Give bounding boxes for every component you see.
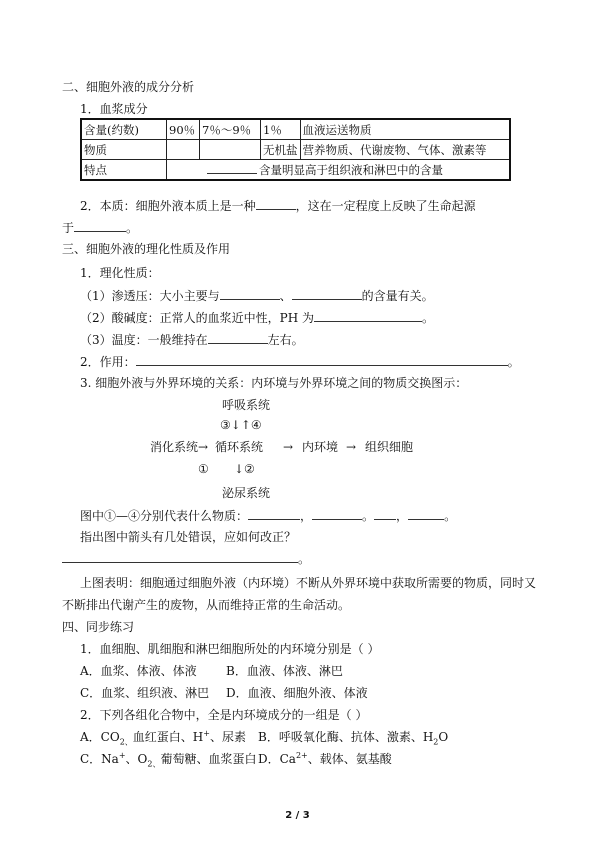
text: C．Na — [80, 752, 119, 766]
label-1: ① — [198, 462, 209, 476]
item-essence — [80, 198, 476, 214]
text: ， — [396, 509, 409, 523]
blank-line[interactable] — [220, 288, 280, 300]
text: （2）酸碱度：正常人的血浆近中性，PH 为 — [80, 311, 314, 325]
blank-line[interactable] — [292, 288, 362, 300]
blank-line[interactable] — [207, 162, 257, 174]
subscript: 2 — [433, 737, 439, 747]
answer-line — [62, 551, 310, 567]
table-cell: 血液运送物质 — [300, 119, 510, 140]
section-heading-2: 二、细胞外液的成分分析 — [62, 80, 195, 94]
q2-option-b — [258, 730, 448, 745]
text: 、O — [125, 752, 148, 766]
table-cell — [167, 160, 510, 181]
subheading-plasma: 1．血浆成分 — [80, 102, 148, 116]
ph-line — [80, 310, 434, 326]
q1-option-a: A．血浆、体液、体液 — [80, 664, 197, 678]
text: 、载体、氨基酸 — [307, 752, 392, 766]
text: （3）温度：一般维持在 — [80, 333, 208, 347]
subheading-properties: 1．理化性质： — [80, 266, 160, 280]
q2-option-c — [80, 752, 257, 767]
node-respiratory-system: 呼吸系统 — [222, 398, 271, 412]
text: 的含量有关。 — [361, 289, 434, 303]
page-number: 2 / 3 — [285, 810, 310, 821]
question-2: 2．下列各组化合物中，全是内环境成分的一组是（ ） — [80, 708, 368, 722]
table-cell: 特点 — [81, 160, 167, 181]
table-row — [81, 140, 510, 160]
node-internal-environment: 内环境 — [302, 440, 339, 454]
text: 、 — [279, 289, 292, 303]
table-cell: 营养物质、代谢废物、气体、激素等 — [300, 140, 510, 160]
text: （1）渗透压：大小主要与 — [80, 289, 220, 303]
text: 图中①—④分别代表什么物质： — [80, 509, 249, 523]
text: 血红蛋白、H — [132, 730, 204, 744]
text: 2．作用： — [80, 355, 136, 369]
arrow-to-tissue-cells: → — [346, 440, 357, 454]
blank-line[interactable] — [312, 508, 362, 520]
node-digestive-system: 消化系统→ — [150, 440, 209, 454]
blank-line[interactable] — [314, 310, 422, 322]
node-urinary-system: 泌尿系统 — [222, 486, 271, 500]
blank-line[interactable] — [136, 354, 508, 366]
text: D．Ca — [258, 752, 296, 766]
text: ， — [300, 509, 313, 523]
blank-line[interactable] — [208, 332, 268, 344]
text: 。 — [126, 221, 139, 235]
arrow-2: ↓② — [234, 462, 255, 476]
temperature-line — [80, 332, 304, 348]
text: 。 — [362, 509, 375, 523]
subscript: 2、 — [119, 737, 133, 747]
question-arrow-errors: 指出图中箭头有几处错误，应如何改正？ — [80, 530, 297, 544]
text: 。 — [422, 311, 435, 325]
blank-line[interactable] — [408, 508, 444, 520]
relationship-line: 3. 细胞外液与外界环境的关系：内环境与外界环境之间的物质交换图示： — [80, 376, 468, 390]
table-cell: 1％ — [261, 119, 301, 140]
text: 、尿素 — [209, 730, 246, 744]
table-cell: 含量(约数) — [81, 119, 167, 140]
text: 于 — [62, 221, 75, 235]
table-cell: 7％～9％ — [200, 119, 261, 140]
subscript: 2、 — [147, 759, 161, 769]
blank-line[interactable] — [62, 551, 298, 563]
summary-line-2: 不断排出代谢产生的废物，从而维持正常的生命活动。 — [62, 598, 351, 612]
arrow-to-internal-env: → — [283, 440, 294, 454]
text: 。 — [444, 509, 457, 523]
section-heading-3: 三、细胞外液的理化性质及作用 — [62, 242, 231, 256]
table-row — [81, 160, 510, 181]
text: 左右。 — [267, 333, 304, 347]
text: ，这在一定程度上反映了生命起源 — [295, 199, 476, 213]
blank-line[interactable] — [74, 220, 126, 232]
text: A．CO — [80, 730, 120, 744]
table-cell: 物质 — [81, 140, 167, 160]
blank-line[interactable] — [248, 508, 300, 520]
section-heading-4: 四、同步练习 — [62, 620, 135, 634]
node-tissue-cells: 组织细胞 — [365, 440, 414, 454]
table-cell: 90％ — [167, 119, 200, 140]
superscript: 2+ — [295, 751, 308, 760]
summary-line-1: 上图表明：细胞通过细胞外液（内环境）不断从外界环境中获取所需要的物质，同时又 — [80, 576, 537, 590]
plasma-composition-table — [80, 118, 511, 181]
node-circulatory-system: 循环系统 — [215, 440, 264, 454]
superscript: + — [118, 751, 126, 760]
text: 。 — [507, 355, 520, 369]
text: B．呼吸氧化酶、抗体、激素、H — [258, 730, 434, 744]
table-cell-text: 含量明显高于组织液和淋巴中的含量 — [259, 162, 443, 177]
text: 2．本质：细胞外液本质上是一种 — [80, 199, 256, 213]
blank-line[interactable] — [256, 198, 296, 210]
blank-line[interactable] — [374, 508, 396, 520]
osmotic-pressure-line — [80, 288, 434, 304]
question-substances — [80, 508, 456, 524]
text: O — [438, 730, 449, 744]
text: 葡萄糖、血浆蛋白 — [160, 752, 257, 766]
table-cell: 无机盐 — [261, 140, 301, 160]
q2-option-a — [80, 730, 246, 745]
question-1: 1．血细胞、肌细胞和淋巴细胞所处的内环境分别是（ ） — [80, 642, 380, 656]
superscript: + — [203, 729, 210, 738]
item-essence-cont — [62, 220, 138, 236]
q2-option-d — [258, 752, 392, 767]
q1-option-b: B．血液、体液、淋巴 — [226, 664, 343, 678]
arrows-3-4: ③↓↑④ — [220, 418, 262, 432]
table-cell — [167, 140, 200, 160]
q1-option-c: C．血浆、组织液、淋巴 — [80, 686, 210, 700]
role-line — [80, 354, 520, 370]
table-row — [81, 119, 510, 140]
table-cell — [200, 140, 261, 160]
q1-option-d: D．血液、细胞外液、体液 — [226, 686, 368, 700]
text: 。 — [298, 552, 311, 566]
